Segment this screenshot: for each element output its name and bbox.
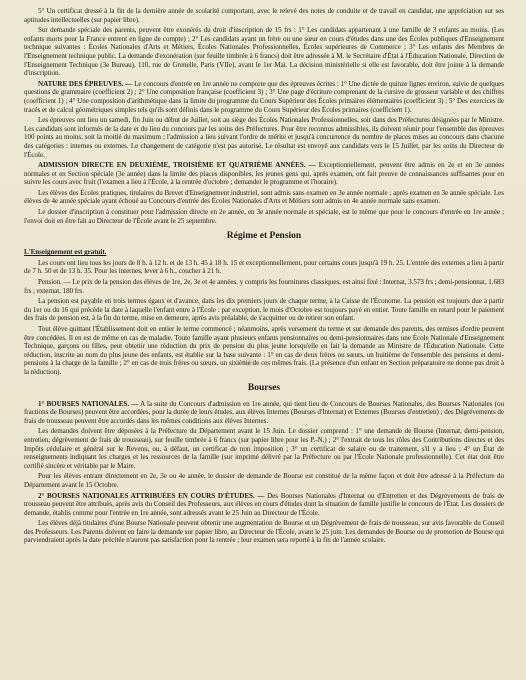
section-text: A la suite du Concours d'admission en 1re année, qui tient lieu de Concours de Bourses Nationales, des Bourses Nationales (ou fractions de Bourses) peuvent être accordées, pour la durée de leurs études, aux élèves Internes (Bourses d'Internat) et Externes (Bourses d'entretien) ; des Dégrèvements de frais de trousseau peuvent être accordés dans les mêmes conditions aux élèves Internes. bbox=[24, 399, 504, 425]
paragraph: Les épreuves ont lieu un samedi, fin Juin ou début de Juillet, soit au siège des Écoles Nationales Professionnelles, soit dans des Préfectures désignées par le Ministre. Les candidats sont informés de la date et du lieu du concours par les soins des Préfectures. Pour être reconnus admissibles, ils doivent réunir pour l'ensemble des épreuves 100 points au moins, soit la moitié du maximum ; l'admission a lieu suivant l'ordre de mérite et jusqu'à concurrence du nombre de places mises au concours dans chacune des catégories : internes ou externes. Le changement de catégorie n'est pas autorisé. Le résultat est envoyé aux candidats vers le 15 Juillet, par les soins du Directeur de l'École. bbox=[24, 116, 504, 159]
epreuves-section bbox=[24, 80, 504, 159]
section-text: Des Bourses Nationales d'Internat ou d'Entretien et des Dégrèvements de frais de trousseau peuvent être attribués, après avis du Conseil des Professeurs, aux élèves en cours d'études dont la situation de famille justifie le concours de l'État. Les dossiers de demande, établis comme pour l'entrée en 1re année, sont adressés avant le 25 Juin au Directeur de l'École. bbox=[24, 491, 505, 517]
paper-stain bbox=[242, 358, 256, 366]
paragraph: Les élèves déjà titulaires d'une Bourse Nationale peuvent obtenir une augmentation de Bourse et un Dégrèvement de frais de trousseau, sur avis favorable du Conseil des Professeurs. Les Parents doivent en faire la demande sur papier libre, au Directeur de l'École, avant le 25 juin. Les demandes de Bourse ou de promotion de Bourse qui parviendraient après la date précitée n'auront pas satisfaction pour la rentrée ; leur examen sera reporté à la fin de l'année scolaire. bbox=[24, 519, 504, 545]
paragraph: Tout élève quittant l'Établissement doit en entier le terme commencé ; néanmoins, après versement du terme et sur demande des parents, des remises d'ordre peuvent être concédées. Il en est de même en cas de maladie. Toute famille ayant plusieurs enfants pensionnaires ou demi-pensionnaires dans une École Nationale d'Enseignement Technique, garçons ou filles, peut obtenir une réduction du prix de pension du plus jeune lorsqu'elle en fait la demande au Ministre de l'Éducation Nationale. Cette réduction, inscrite au nom du plus jeune des enfants, est établie sur la base suivante : 1° en cas de deux frères ou sœurs, un huitième de l'ensemble des pensions et demi-pensions à la charge de la famille ; 2° en cas de trois frères ou sœurs, un sixième de ces mêmes frais. (La présence d'un enfant en Section préparatoire ne donne pas droit à la réduction). bbox=[24, 325, 504, 376]
paragraph bbox=[24, 80, 504, 114]
paragraph: La pension est payable en trois termes égaux et d'avance, dans les dix premiers jours de chaque terme, à la Caisse de l'Économe. La pension est toujours due à partir du 1er ou du 16 qui précède la date à laquelle l'enfant entre à l'École : par exception, le mois d'Octobre est toujours payé en entier. Toute famille en retard pour le paiement des frais de pension est, à la fin du terme, mise en demeure, après avis préalable, de s'acquitter ou de retirer son enfant. bbox=[24, 297, 504, 323]
paragraph: Pour les élèves entrant directement en 2e, 3e ou 4e année, le dossier de demande de Bourse est constitué de la même façon et doit être adressé à la Préfecture du Département avant le 15 Octobre. bbox=[24, 472, 504, 489]
paragraph: 5° Un certificat dressé à la fin de la dernière année de scolarité comportant, avec le relevé des notes de conduite et de travail en candidat, une appréciation sur ses aptitudes intellectuelles (sur papier libre). bbox=[24, 7, 504, 24]
paragraph bbox=[24, 248, 504, 257]
paragraph: Les demandes doivent être déposées à la Préfecture du Département avant le 15 Juin. Le dossier comprend : 1° une demande de Bourse (Internat, demi-pension, entretien, dégrèvement de frais de trousseau), sur feuille timbrée à 6 francs (sur papier libre pour les P.-N.) ; 2° l'extrait de tous les rôles des Contributions directes et des Impôts cédulaire et général sur le Revenu, ou, à défaut, un certificat de non imposition ; 3° un certificat de salaire ou de traitement, s'il y a lieu ; 4° un État de renseignements indiquant les charges et les ressources de la famille (sur imprimé délivré par la Préfecture ou par l'École Nationale professionnelle). Cet état doit être certifié sincère et véritable par le Maire. bbox=[24, 427, 504, 470]
section-lead: 2° BOURSES NATIONALES ATTRIBUÉES EN COURS D'ÉTUDES. — bbox=[38, 491, 265, 500]
top-section bbox=[24, 7, 504, 78]
regime-section bbox=[24, 248, 504, 376]
paragraph: Les cours ont lieu tous les jours de 8 h. à 12 h. et de 13 h. 45 à 18 h. 15 et exceptionnellement, pour certains cours jusqu'à 19 h. 25. L'entrée des externes a lieu à partir de 7 h. 50 et de 13 h. 35. Pour les internes, lever à 6 h., coucher à 21 h. bbox=[24, 258, 504, 276]
paragraph: Sur demande spéciale des parents, peuvent être exonérés du droit d'inscription de 15 frs : 1° Les candidats appartenant à une famille de 3 enfants au moins. (Les enfants morts pour la France entrent en ligne de compte) ; 2° Les candidats ayant un frère ou une sœur en cours d'études dans une des Écoles publiques d'Enseignement technique suivantes : Écoles Nationales d'Arts et Métiers, Écoles Nationales Professionnelles, Écoles supérieures de Commerce ; 3° Les enfants des Membres de l'Enseignement technique public. La demande d'exonération (sur feuille timbrée à 6 francs) doit être adressée à M. le Secrétaire d'État à l'Éducation Nationale, Direction de l'Enseignement Technique (3e Bureau), 110, rue de Grenelle, Paris (VIIe), avant le 1er Mai. La décision ministérielle si elle est favorable, doit être jointe à la demande d'inscription. bbox=[24, 26, 504, 78]
paragraph: Les élèves des Écoles pratiques, titulaires du Brevet d'Enseignement industriel, sont admis sans examen en 3e année normale ; après examen en 3e année spéciale. Les élèves de 4e année spéciale ayant échoué au Concours d'entrée des Écoles Nationales d'Arts et Métiers sont admis en 4e année normale sans examen. bbox=[24, 188, 504, 206]
section-text: Le concours d'entrée en 1re année ne comporte que des épreuves écrites : 1° Une dictée de quinze lignes environ, suivie de quelques questions de grammaire (coefficient 2) ; 2° Une composition française (coefficient 3) ; 3° Une page d'écriture comprenant de la cursive de grosseur variable et des chiffres (coefficient 1) ; 4° Une composition d'arithmétique dans la limite du programme du Cours Supérieur des Écoles primaires élémentaires (coefficient 3) ; 5° Des exercices de tracés et de calcul géométriques simples tels qu'ils sont définis dans le programme du Cours Supérieur des Écoles primaires (coefficient 1). bbox=[24, 79, 504, 114]
paragraph bbox=[24, 400, 504, 426]
subheading: L'Enseignement est gratuit. bbox=[24, 248, 107, 257]
admission-section bbox=[24, 161, 504, 225]
section-lead: NATURE DES ÉPREUVES. — bbox=[38, 79, 133, 88]
section-heading-regime: Régime et Pension bbox=[226, 231, 302, 242]
section-lead: ADMISSION DIRECTE EN DEUXIÈME, TROISIÈME ET QUATRIÈME ANNÉES. — bbox=[38, 161, 316, 170]
section-text: Exceptionnellement, peuvent être admis en 2e et en 3e années normales et en Section spéciale (3e année) dans la limite des places disponibles, les jeunes gens qui, après examen, ont fait preuve de connaissances suffisantes pour en suivre les cours avec fruit (l'examen a lieu à l'École, à la rentrée d'octobre ; demander le programme et l'horaire). bbox=[24, 161, 504, 187]
section-lead: 1° BOURSES NATIONALES. — bbox=[38, 399, 139, 408]
paragraph: Pension. — Le prix de la pension des élèves de 1re, 2e, 3e et 4e années, y compris les fournitures classiques, est ainsi fixé : Internat, 3.573 frs ; demi-pensionnat, 1.683 frs ; externat, 180 frs. bbox=[24, 278, 504, 295]
paragraph: Le dossier d'inscription à constituer pour l'admission directe en 2e année, en 3e année normale et spéciale, est le même que pour le concours d'entrée en 1re année ; l'envoi doit en être fait au Directeur de l'École avant le 25 septembre. bbox=[24, 208, 504, 225]
paragraph bbox=[24, 161, 504, 187]
section-heading-bourses: Bourses bbox=[247, 382, 281, 393]
bourses-section bbox=[24, 400, 504, 546]
paragraph bbox=[24, 492, 504, 518]
